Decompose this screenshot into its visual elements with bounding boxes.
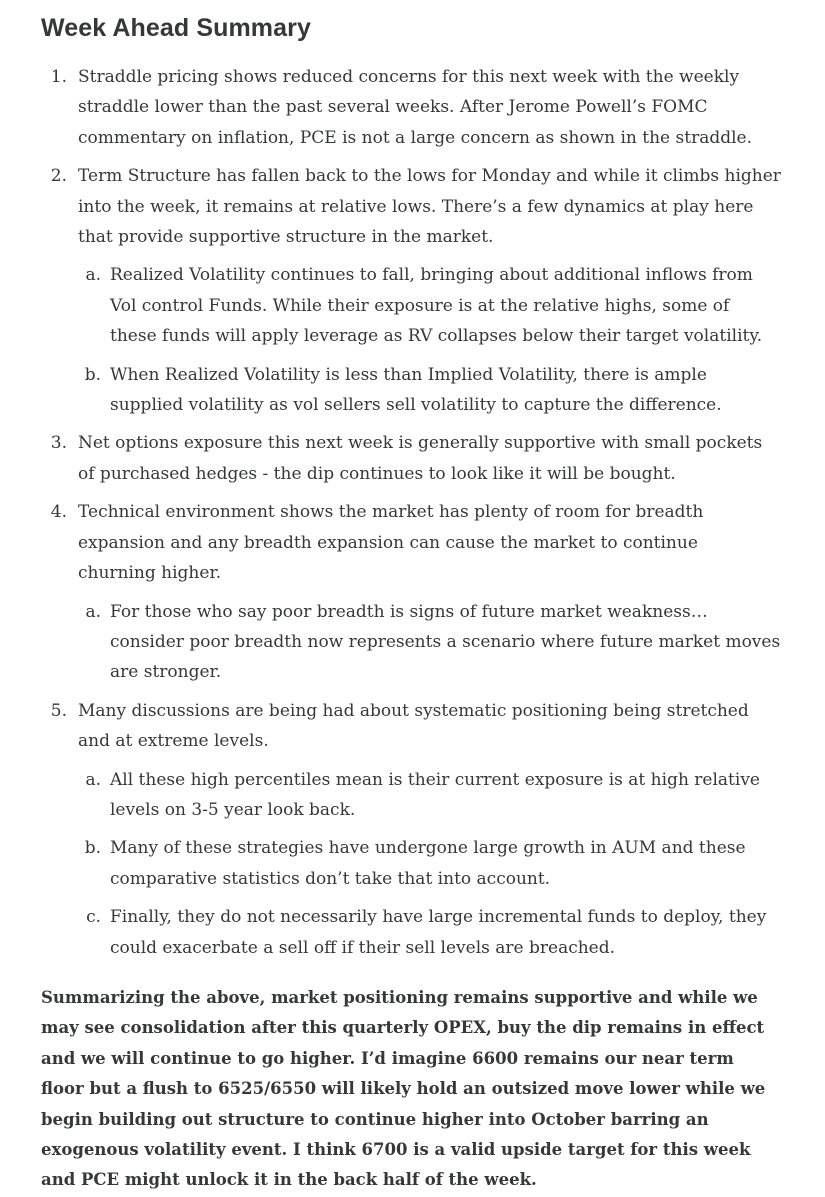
list-letter: b. [84, 364, 101, 385]
sub-item-text: When Realized Volatility is less than Implied Volatility, there is ample supplied volatility as vol sellers sell volatility to capture the difference. [110, 364, 722, 416]
list-letter: a. [85, 601, 101, 622]
list-item [41, 497, 781, 687]
article-body [41, 10, 781, 1196]
list-item [41, 428, 781, 489]
summary-list [41, 62, 781, 963]
sub-list [78, 597, 781, 688]
list-number: 5. [50, 700, 67, 721]
list-letter: a. [85, 769, 101, 790]
sub-item-text: Realized Volatility continues to fall, bringing about additional inflows from Vol control Funds. While their exposure is at the relative highs, some of these funds will apply leverage as RV collapses below their target volatility. [110, 265, 763, 347]
list-letter: a. [85, 265, 101, 286]
sub-item-text: Finally, they do not necessarily have large incremental funds to deploy, they could exacerbate a sell off if their sell levels are breached. [110, 907, 767, 958]
list-number: 4. [50, 502, 67, 523]
sub-list-item [78, 360, 781, 421]
sub-item-text: All these high percentiles mean is their current exposure is at high relative levels on 3-5 year look back. [110, 769, 760, 820]
list-number: 3. [50, 433, 67, 454]
list-number: 2. [50, 166, 67, 187]
sub-item-text: Many of these strategies have undergone large growth in AUM and these comparative statistics don’t take that into account. [110, 838, 746, 889]
sub-list [78, 765, 781, 963]
list-letter: c. [86, 907, 101, 928]
list-item [41, 62, 781, 153]
list-letter: b. [84, 838, 101, 859]
sub-list-item [78, 597, 781, 688]
list-item-text: Many discussions are being had about systematic positioning being stretched and at extreme levels. [78, 700, 749, 752]
page-title: Week Ahead Summary [41, 14, 311, 42]
list-number: 1. [50, 67, 67, 87]
list-item [41, 161, 781, 420]
list-item-text: Term Structure has fallen back to the lows for Monday and while it climbs higher into the week, it remains at relative lows. There’s a few dynamics at play here that provide supportive structure in the market. [78, 166, 781, 248]
list-item-text: Technical environment shows the market has plenty of room for breadth expansion and any breadth expansion can cause the market to continue churning higher. [78, 502, 704, 584]
sub-list-item [78, 765, 781, 826]
sub-list-item [78, 833, 781, 894]
sub-list [78, 260, 781, 420]
list-item-text: Net options exposure this next week is generally supportive with small pockets of purchased hedges - the dip continues to look like it will be bought. [78, 433, 763, 484]
list-item [41, 696, 781, 963]
sub-list-item [78, 260, 781, 351]
sub-item-text: For those who say poor breadth is signs of future market weakness… consider poor breadth now represents a scenario where future market moves are stronger. [110, 601, 781, 683]
list-item-text: Straddle pricing shows reduced concerns for this next week with the weekly straddle lower than the past several weeks. After Jerome Powell’s FOMC commentary on inflation, PCE is not a large concern as shown in the straddle. [78, 67, 752, 148]
sub-list-item [78, 902, 781, 963]
summary-paragraph: Summarizing the above, market positioning remains supportive and while we may see consolidation after this quarterly OPEX, buy the dip remains in effect and we will continue to go higher. I’d imagine 6600 remains our near term floor but a flush to 6525/6550 will likely hold an outsized move lower while we begin building out structure to continue higher into October barring an exogenous volatility event. I think 6700 is a valid upside target for this week and PCE might unlock it in the back half of the week. [41, 987, 766, 1190]
